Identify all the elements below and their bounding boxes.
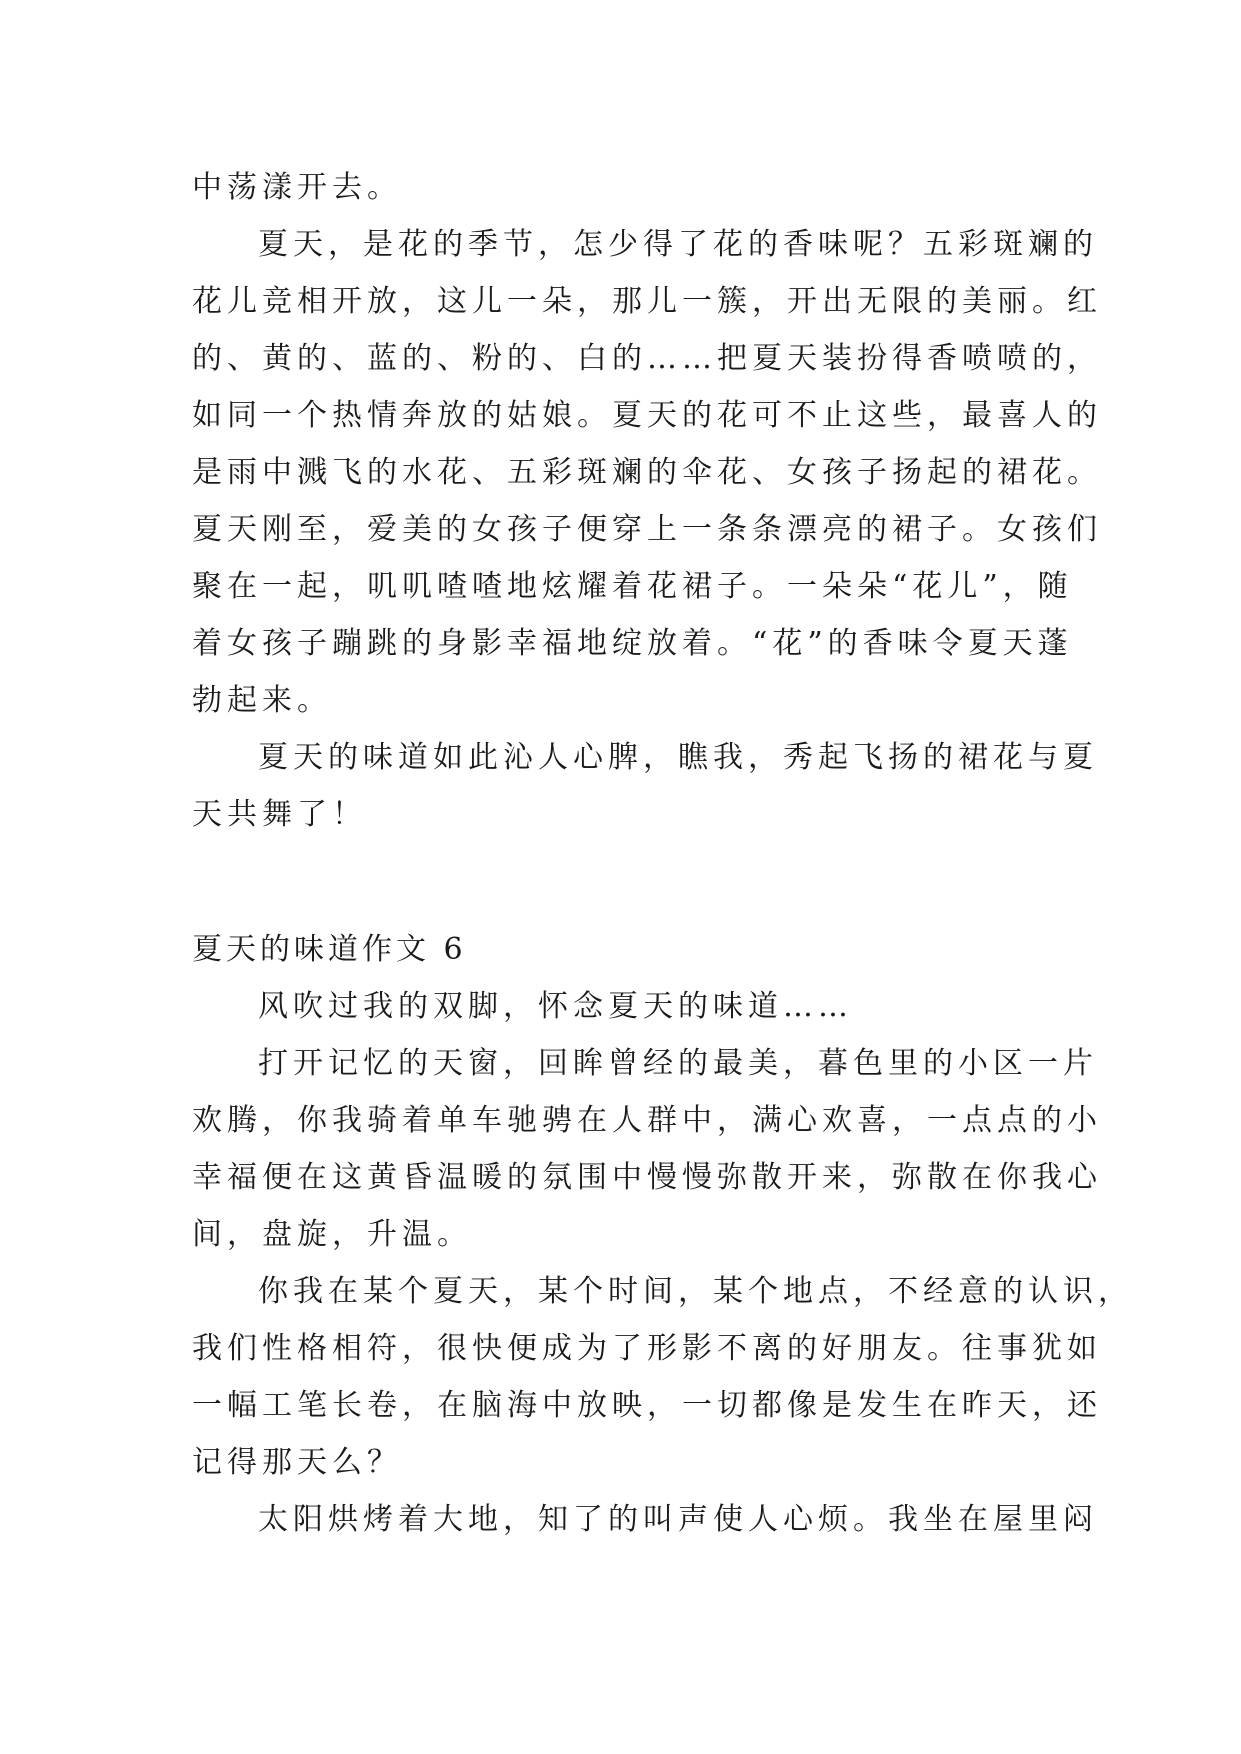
text-line: 记得那天么？ xyxy=(192,1445,402,1480)
paragraph-start-line: 你我在某个夏天，某个时间，某个地点，不经意的认识， xyxy=(258,1274,1133,1309)
paragraph-start-line: 夏天的味道如此沁人心脾，瞧我，秀起飞扬的裙花与夏 xyxy=(258,740,1098,775)
text-line: 幸福便在这黄昏温暖的氛围中慢慢弥散开来，弥散在你我心 xyxy=(192,1160,1102,1195)
text-line: 一幅工笔长卷，在脑海中放映，一切都像是发生在昨天，还 xyxy=(192,1388,1102,1423)
text-line: 天共舞了！ xyxy=(192,797,367,832)
text-line: 夏天刚至，爱美的女孩子便穿上一条条漂亮的裙子。女孩们 xyxy=(192,512,1102,547)
essay-heading: 夏天的味道作文 6 xyxy=(192,932,467,967)
text-line: 间，盘旋，升温。 xyxy=(192,1217,472,1252)
paragraph-start-line: 太阳烘烤着大地，知了的叫声使人心烦。我坐在屋里闷 xyxy=(258,1502,1098,1537)
text-line: 是雨中溅飞的水花、五彩斑斓的伞花、女孩子扬起的裙花。 xyxy=(192,455,1102,490)
paragraph-start-line: 风吹过我的双脚，怀念夏天的味道…… xyxy=(258,989,853,1024)
paragraph-start-line: 夏天，是花的季节，怎少得了花的香味呢？五彩斑斓的 xyxy=(258,227,1098,262)
text-line: 勃起来。 xyxy=(192,683,332,718)
essay-section-2 xyxy=(192,978,1133,1548)
paragraph-start-line: 打开记忆的天窗，回眸曾经的最美，暮色里的小区一片 xyxy=(258,1046,1098,1081)
text-line: 中荡漾开去。 xyxy=(192,170,402,205)
text-line: 花儿竞相开放，这儿一朵，那儿一簇，开出无限的美丽。红 xyxy=(192,284,1102,319)
text-line: 欢腾，你我骑着单车驰骋在人群中，满心欢喜，一点点的小 xyxy=(192,1103,1102,1138)
text-line: 我们性格相符，很快便成为了形影不离的好朋友。往事犹如 xyxy=(192,1331,1102,1366)
essay-section-1 xyxy=(192,159,1102,843)
text-line: 如同一个热情奔放的姑娘。夏天的花可不止这些，最喜人的 xyxy=(192,398,1102,433)
text-line: 着女孩子蹦跳的身影幸福地绽放着。“花”的香味令夏天蓬 xyxy=(192,626,1073,661)
text-line: 聚在一起，叽叽喳喳地炫耀着花裙子。一朵朵“花儿”，随 xyxy=(192,569,1073,604)
text-line: 的、黄的、蓝的、粉的、白的……把夏天装扮得香喷喷的， xyxy=(192,341,1102,376)
